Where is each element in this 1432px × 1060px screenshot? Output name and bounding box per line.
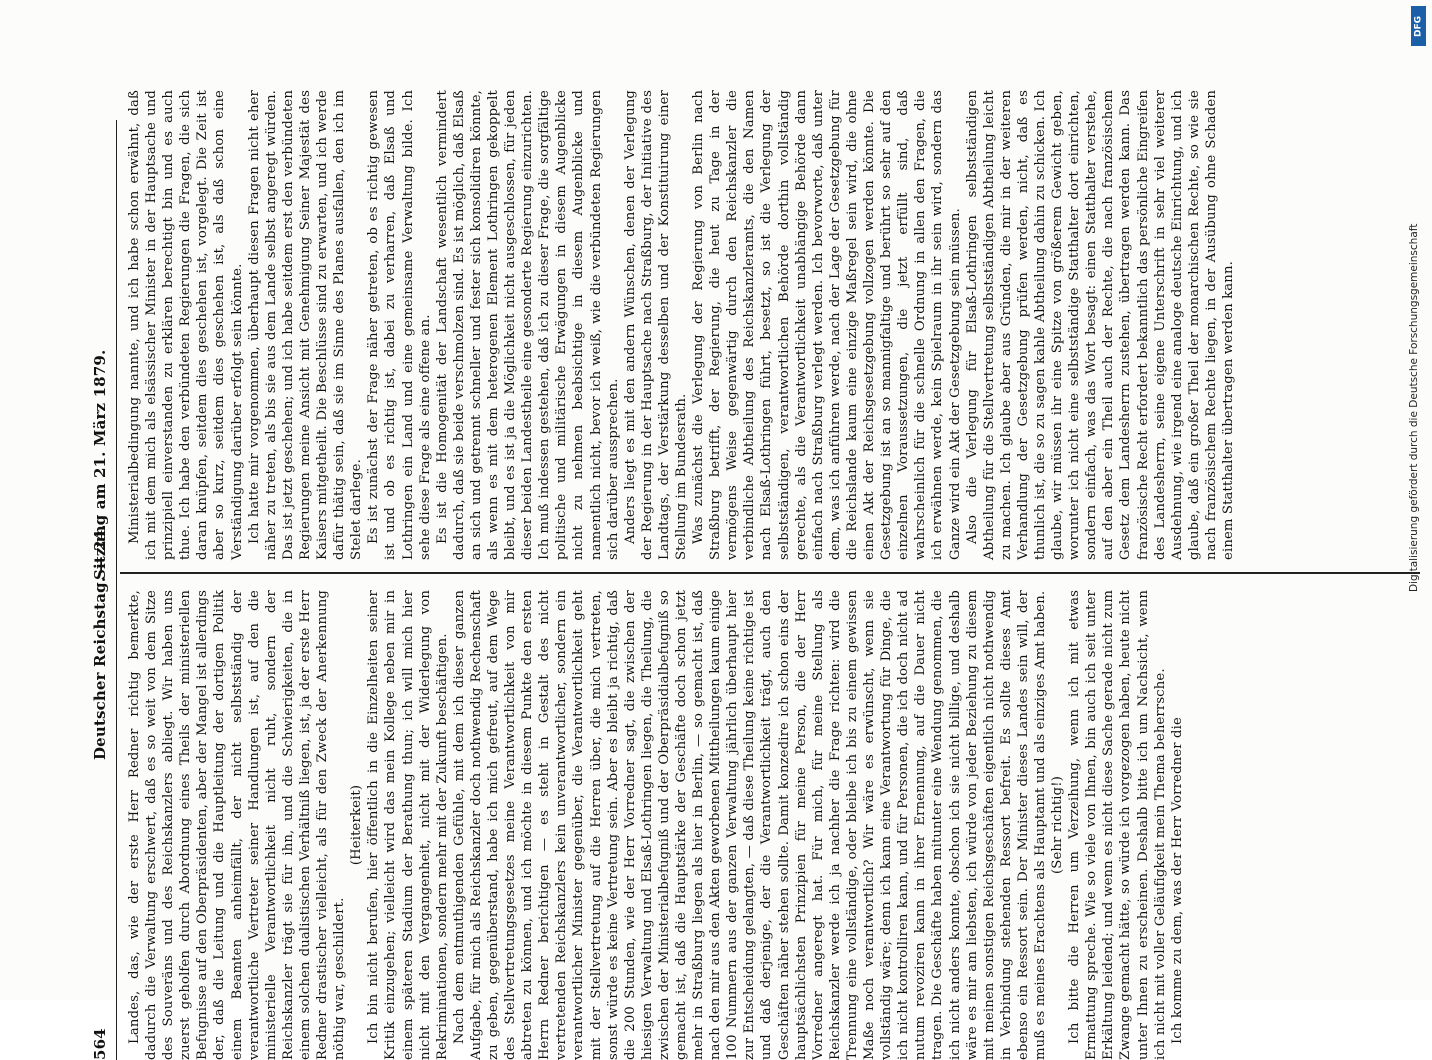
header-right-title: Sitzung am 21. März 1879. (91, 349, 109, 580)
paragraph: Es ist die Homogenität der Landschaft wesentlich vermindert dadurch, daß sie beide verschmolzen sind. Es ist möglich, daß Elsaß an sich und getrennt schneller und fester sich konsolidiren könnte, als wenn es mit dem heterogenen Element Lothringen gekoppelt bleibt, und es ist ja die Möglichkeit nicht ausgeschlossen, für jeden dieser beiden Landestheile eine gesonderte Regierung einzurichten. Ich muß indessen gestehen, daß ich zu dieser Frage, die sorgfältige politische und militärische Erwägungen in diesem Augenblicke nicht zu nehmen beabsichtige in diesem Augenblicke und namentlich nicht, bevor ich weiß, wie die verbündeten Regierungen sich darüber aussprechen. (434, 90, 621, 560)
interjection: (Heiterkeit) (349, 784, 365, 866)
page-number: 564 (91, 1028, 109, 1060)
header-left-title: Deutscher Reichstag. — 24. (91, 524, 109, 760)
paragraph: Ich bitte die Herren um Verzeihung, wenn ich mit etwas Ermattung spreche. Wie so viele von Ihnen, bin auch ich seit unter Erkältung leidend; und wenn es nicht diese Sache gerade nicht zum Zwange gemacht hätte, so würde ich vorgezogen haben, heute nicht unter Ihnen zu erscheinen. Deshalb bitte ich um Nachsicht, wenn ich nicht mit voller Geläufigkeit mein Thema beherrsche. (1067, 590, 1168, 1060)
paragraph: Landes, das, wie der erste Herr Redner richtig bemerkte, dadurch die Verwaltung erschwert, daß es so weit von dem Sitze des Souveräns und des Reichskanzlers abliegt. Wir haben uns zuerst geholfen durch Abordnung eines Theils der ministeriellen Befugnisse auf den Oberpräsidenten, aber der Mangel ist allerdings der, daß die Leitung und die Hauptleitung der dortigen Politik einem Beamten anheimfällt, der nicht selbstständig der verantwortliche Vertreter seiner Handlungen ist, auf den die ministerielle Verantwortlichkeit nicht ruht, sondern der Reichskanzler trägt sie für ihn, und die Schwierigkeiten, die in einem solchen dualistischen Verhältniß liegen, ist, ja der erste Herr Redner drastischer vielleicht, als für den Zweck der Anerkennung nöthig war, geschildert. (127, 590, 348, 1060)
column-divider (120, 573, 1420, 575)
paragraph: Es ist zunächst der Frage näher getreten, ob es richtig gewesen ist und ob es richtig ist, dabei zu verharren, daß Elsaß und Lothringen ein Land und eine gemeinsame Verwaltung bilde. Ich sehe diese Frage als eine offene an. (366, 90, 433, 560)
page-header (86, 120, 117, 1060)
text-column-left (126, 590, 1186, 1060)
paragraph: Anders liegt es mit den andern Wünschen, denen der Verlegung der Regierung in der Hauptsache nach Straßburg, der Initiative des Landtags, der Verstärkung desselben und der Konstituirung einer Stellung im Bundesrath. (622, 90, 689, 560)
interjection: (Sehr richtig!) (1050, 775, 1066, 875)
text-column-right (126, 90, 1237, 560)
digitization-credit: Digitalisierung gefördert durch die Deutsche Forschungsgemeinschaft (1408, 223, 1420, 592)
newspaper-page (86, 90, 1426, 1060)
paragraph: Ich hatte mir vorgenommen, überhaupt diesen Fragen nicht eher näher zu treten, als bis sie aus dem Lande selbst angeregt würden. Das ist jetzt geschehen; und ich habe seitdem erst den verbündeten Regierungen meine Ansicht mit Genehmigung Seiner Majestät des Kaisers mitgetheilt. Die Beschlüsse sind zu erwarten, und ich werde dafür thätig sein, daß sie im Sinne des Planes ausfallen, den ich im Stelet darlege. (246, 90, 365, 560)
paragraph: Also die Verlegung für Elsaß-Lothringen selbstständigen Abtheilung für die Stellvertretung selbstständigen Abtheilung leicht zu machen. Ich glaube aber aus Gründen, die mir in der weiteren Verhandlung der Gesetzgebung prüfen werden, nicht, daß es thunlich ist, die so zu sagen kahle Abtheilung dahin zu schicken. Ich glaube, wir müssen ihr eine Spitze von größerem Gewicht geben, worunter ich nicht eine selbstständige Statthalter dort einrichten, sondern einfach, was das Wort besagt: einen Statthalter verstehe, auf den aber ein Theil auch der Rechte, die nach französischem Gesetz dem Landesherrn zustehen, übertragen werden kann. Das französische Recht erfordert bekanntlich das persönliche Eingreifen des Landesherrn, seine eigene Unterschrift in sehr viel weiterer Ausdehnung, wie irgend eine analoge deutsche Einrichtung, und ich glaube, daß ein großer Theil der monarchischen Rechte, so wie sie nach französischem Rechte liegen, in der Ausübung ohne Schaden einem Statthalter übertragen werden kann. (964, 90, 1236, 560)
paragraph: Nach dem entmuthigenden Gefühle, mit dem ich dieser ganzen Aufgabe, für mich als Reichskanzler doch nothwendig Rechenschaft zu geben, gegenüberstand, habe ich mich gefreut, auf dem Wege des Stellvertretungsgesetzes meine Verantwortlichkeit von mir abtreten zu können, und ich möchte in diesem Punkte den ersten Herrn Redner berichtigen — es steht in Gestalt des nicht vertretenden Reichskanzlers kein unverantwortlicher, sondern ein verantwortlicher Minister gegenüber, die Verantwortlichkeit geht mit der Stellvertretung auf die Herren über, die mich vertreten, sonst würde es keine Vertretung sein. Aber es bleibt ja richtig, daß die 200 Stunden, wie der Herr Vorredner sagt, die zwischen der hiesigen Verwaltung und Elsaß-Lothringen liegen, die Theilung, die zwischen der Ministerialbefugniß und der Oberpräsidialbefugniß so gemacht ist, daß die Hauptstärke der Geschäfte doch schon jetzt mehr in Straßburg liegen als hier in Berlin, — so gemacht ist, daß nach den mir aus den Akten geworbenen Mittheilungen kaum einige 100 Nummern aus der ganzen Verwaltung jährlich überhaupt hier zur Entscheidung gelangten, — daß diese Theilung keine richtige ist und daß derjenige, der die Verantwortlichkeit trägt, auch den Geschäften näher stehen sollte. Damit konzedire ich schon eins der hauptsächlichsten Prinzipien für meine Person, die der Herr Vorredner angeregt hat. Für mich, für meine Stellung als Reichskanzler werde ich ja nachher die Frage richten: wird die Trennung eine vollständige, oder bleibe ich bis zu einem gewissen Maße noch verantwortlich? Wir wäre es erwünscht, wenn sie vollständig wäre; denn ich kann eine Verantwortung für Dinge, die ich nicht kontrolliren kann, und für Personen, die ich doch nicht ad nutum revoziren kann in ihrer Ernennung, auf die Dauer nicht tragen. Die Geschäfte haben mitunter eine Wendung genommen, die ich nicht anders konnte, obschon ich sie nicht billige, und deshalb wäre es mir am liebsten, ich würde von jeder Beziehung zu diesem mit meinen sonstigen Reichsgeschäften eigentlich nicht nothwendig in Verbindung stehenden Ressort befreit. Es sollte dieses Amt ebenso ein Ressort sein. Der Minister dieses Landes sein will, der muß es meines Erachtens als Hauptamt und als einziges Amt haben. (451, 590, 1048, 1060)
dfg-logo: DFG (1411, 6, 1426, 46)
paragraph: Ministerialbedingung nannte, und ich habe schon erwähnt, daß ich mit dem mich als elsässischer Minister in der Hauptsache und prinzipiell einverstanden zu erklären berechtigt bin und es auch thue. Ich habe den verbündeten Regierungen die Fragen, die sich daran knüpfen, seitdem dies geschehen ist, vorgelegt. Die Zeit ist aber so kurz, seitdem dies geschehen ist, als daß schon eine Verständigung darüber erfolgt sein könnte. (127, 90, 245, 560)
paragraph: Was zunächst die Verlegung der Regierung von Berlin nach Straßburg betrifft, der Regierung, die heut zu Tage in der vermögens Weise gegenwärtig durch den Reichskanzler die verbindliche Abtheilung des Reichskanzleramts, die den Namen nach Elsaß-Lothringen führt, besetzt, so ist die Verlegung der selbstständigen, verantwortlichen Behörde dorthin vollständig gerechte, als die Verantwortlichkeit unabhängige Behörde dann einfach nach Straßburg verlegt werden. Ich bevorworte, daß unter dem, was ich anführen werde, nach der Lage der Gesetzgebung für die Reichslande kaum eine einzige Maßregel sein wird, die ohne einen Akt der Reichsgesetzgebung vollzogen werden könnte. Die Gesetzgebung ist an so mannigfaltige und berührt so sehr auf den einzelnen Voraussetzungen, die jetzt erfüllt sind, daß wahrscheinlich für die schnelle Ordnung in allen den Fragen, die ich erwähnen werde, kein Spielraum in ihr sein wird, sondern das Ganze wird ein Akt der Gesetzgebung sein müssen. (691, 90, 963, 560)
paragraph: Ich bin nicht berufen, hier öffentlich in die Einzelheiten seiner Kritik einzugehen; vielleicht wird das mein Kollege neben mir in einem späteren Stadium der Berathung thun; ich will mich hier nicht mit den Vergangenheit, nicht mit der Widerlegung von Rekriminationen, sondern mehr mit der Zukunft beschäftigen. (366, 590, 450, 1060)
paragraph: Ich komme zu dem, was der Herr Vorredner die (1169, 717, 1185, 1044)
